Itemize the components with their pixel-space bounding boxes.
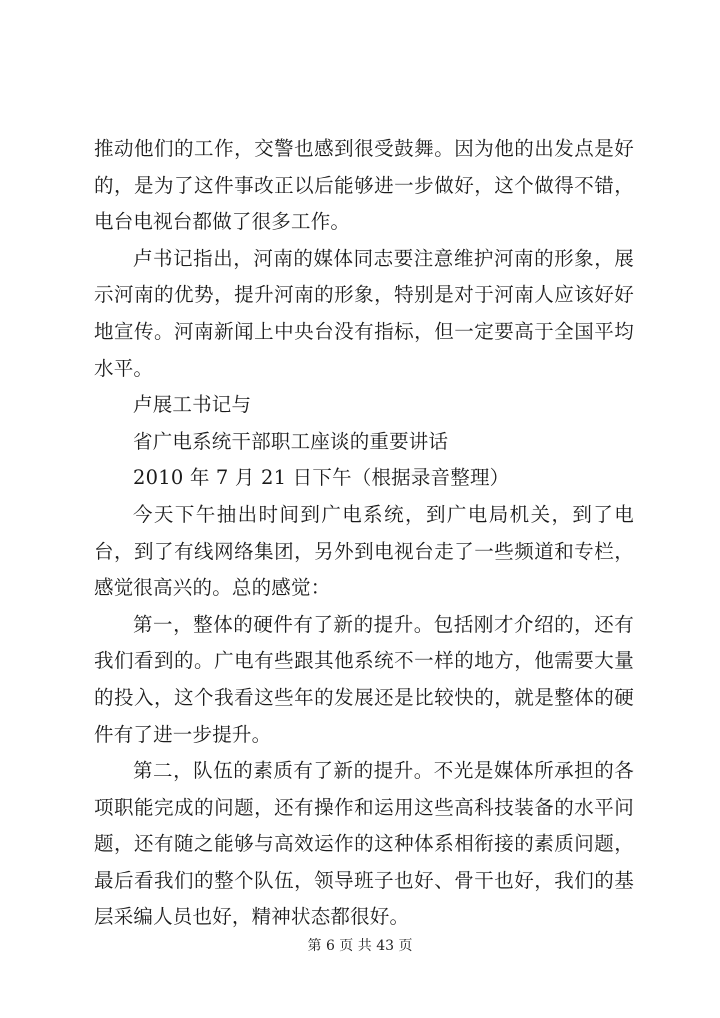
paragraph-5: 第二，队伍的素质有了新的提升。不光是媒体所承担的各项职能完成的问题，还有操作和运用这些高科技装备的水平问题，还有随之能够与高效运作的这种体系相衔接的素质问题，最后看我们的整个队伍，领导班子也好、骨干也好，我们的基层采编人员也好，精神状态都很好。 [94, 759, 634, 929]
speech-title-line-1: 卢展工书记与 [133, 393, 252, 417]
paragraph-2: 卢书记指出，河南的媒体同志要注意维护河南的形象，展示河南的优势，提升河南的形象，特别是对于河南人应该好好地宣传。河南新闻上中央台没有指标，但一定要高于全国平均水平。 [94, 246, 634, 380]
speech-title-line-2: 省广电系统干部职工座谈的重要讲话 [133, 429, 449, 453]
paragraph-3: 今天下午抽出时间到广电系统，到广电局机关，到了电台，到了有线网络集团，另外到电视台走了一些频道和专栏，感觉很高兴的。总的感觉： [94, 502, 634, 600]
paragraph-1: 推动他们的工作，交警也感到很受鼓舞。因为他的出发点是好的，是为了这件事改正以后能够进一步做好，这个做得不错，电台电视台都做了很多工作。 [94, 137, 634, 234]
document-body [94, 131, 634, 936]
speech-date: 2010 年 7 月 21 日下午（根据录音整理） [133, 466, 510, 490]
page-number-footer: 第 6 页 共 43 页 [307, 938, 413, 954]
paragraph-4: 第一，整体的硬件有了新的提升。包括刚才介绍的，还有我们看到的。广电有些跟其他系统不一样的地方，他需要大量的投入，这个我看这些年的发展还是比较快的，就是整体的硬件有了进一步提升。 [94, 612, 634, 746]
